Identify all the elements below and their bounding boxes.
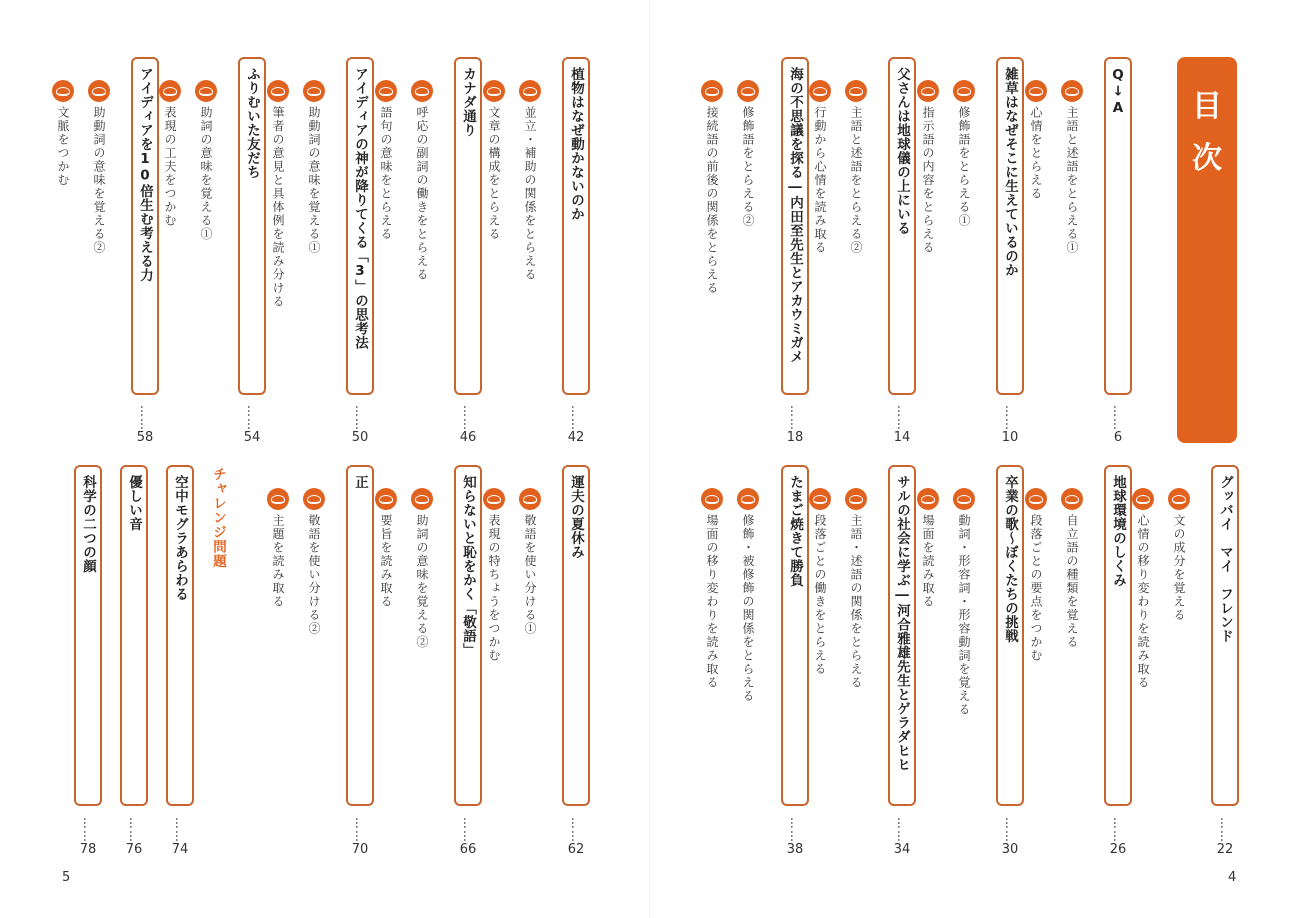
lesson-label: 文脈をつかむ (56, 106, 70, 187)
lesson-badge-icon (1168, 488, 1190, 510)
leader-dots: …… (788, 817, 802, 843)
chapter-page-number[interactable]: 58 (136, 430, 154, 445)
chapter-page-number[interactable]: 38 (786, 842, 804, 857)
lesson-label: 文章の構成をとらえる (487, 106, 501, 241)
lesson-label: 助詞の意味を覚える① (199, 106, 213, 241)
lesson-label: 動詞・形容詞・形容動詞を覚える (957, 514, 971, 717)
lesson-item[interactable] (1059, 488, 1085, 649)
chapter-page-number[interactable]: 42 (567, 430, 585, 445)
chapter-title[interactable]: アイディアを10倍生む考える力 (131, 57, 159, 395)
chapter-title[interactable]: 海の不思議を探る―内田至先生とアカウミガメ (781, 57, 809, 395)
lesson-item[interactable] (699, 80, 725, 295)
chapter-title[interactable]: 雑草はなぜそこに生えているのか (996, 57, 1024, 395)
lesson-label: 段落ごとの働きをとらえる (813, 514, 827, 676)
lesson-label: 助動詞の意味を覚える① (307, 106, 321, 255)
chapter-title[interactable]: ふりむいた友だち (238, 57, 266, 395)
page-number-left: 5 (62, 870, 71, 885)
lesson-badge-icon (519, 80, 541, 102)
chapter-title[interactable]: グッバイ マイ フレンド (1211, 465, 1239, 806)
chapter-page-number[interactable]: 14 (893, 430, 911, 445)
lesson-label: 心情をとらえる (1029, 106, 1043, 201)
chapter-page-number[interactable]: 62 (567, 842, 585, 857)
lesson-label: 自立語の種類を覚える (1065, 514, 1079, 649)
lesson-badge-icon (845, 80, 867, 102)
leader-dots: …… (127, 817, 141, 843)
chapter-title[interactable]: Q↓A (1104, 57, 1132, 395)
chapter-page-number[interactable]: 50 (351, 430, 369, 445)
lesson-label: 語句の意味をとらえる (379, 106, 393, 241)
leader-dots: …… (1111, 405, 1125, 431)
chapter-title[interactable]: 卒業の歌～ぼくたちの挑戦 (996, 465, 1024, 806)
lesson-badge-icon (375, 80, 397, 102)
lesson-badge-icon (303, 488, 325, 510)
lesson-badge-icon (1061, 80, 1083, 102)
lesson-label: 指示語の内容をとらえる (921, 106, 935, 255)
lesson-item[interactable] (517, 80, 543, 282)
lesson-badge-icon (1061, 488, 1083, 510)
lesson-item[interactable] (1023, 488, 1049, 663)
chapter-page-number[interactable]: 10 (1001, 430, 1019, 445)
chapter-page-number[interactable]: 70 (351, 842, 369, 857)
lesson-label: 敬語を使い分ける① (523, 514, 537, 636)
lesson-label: 場面を読み取る (921, 514, 935, 609)
leader-dots: …… (1003, 405, 1017, 431)
lesson-item[interactable] (735, 80, 761, 228)
lesson-badge-icon (267, 80, 289, 102)
lesson-item[interactable] (1166, 488, 1192, 622)
leader-dots: …… (569, 817, 583, 843)
lesson-item[interactable] (265, 488, 291, 609)
lesson-item[interactable] (301, 488, 327, 636)
lesson-label: 主語と述語をとらえる② (849, 106, 863, 255)
chapter-title[interactable]: 地球環境のしくみ (1104, 465, 1132, 806)
chapter-title[interactable]: アイディアの神が降りてくる「3」の思考法 (346, 57, 374, 395)
lesson-item[interactable] (50, 80, 76, 187)
lesson-label: 主語・述語の関係をとらえる (849, 514, 863, 690)
lesson-label: 助動詞の意味を覚える② (92, 106, 106, 255)
lesson-item[interactable] (951, 488, 977, 717)
leader-dots: …… (353, 817, 367, 843)
lesson-badge-icon (917, 80, 939, 102)
lesson-badge-icon (88, 80, 110, 102)
chapter-page-number[interactable]: 74 (171, 842, 189, 857)
lesson-badge-icon (917, 488, 939, 510)
lesson-label: 心情の移り変わりを読み取る (1136, 514, 1150, 690)
lesson-badge-icon (1025, 80, 1047, 102)
lesson-badge-icon (701, 488, 723, 510)
lesson-label: 並立・補助の関係をとらえる (523, 106, 537, 282)
chapter-title[interactable]: カナダ通り (454, 57, 482, 395)
lesson-item[interactable] (481, 80, 507, 241)
lesson-label: 場面の移り変わりを読み取る (705, 514, 719, 690)
lesson-label: 段落ごとの要点をつかむ (1029, 514, 1043, 663)
lesson-badge-icon (483, 488, 505, 510)
lesson-badge-icon (159, 80, 181, 102)
leader-dots: …… (81, 817, 95, 843)
lesson-badge-icon (1025, 488, 1047, 510)
chapter-title[interactable]: 正 (346, 465, 374, 806)
lesson-item[interactable] (915, 488, 941, 609)
lesson-badge-icon (375, 488, 397, 510)
chapter-title[interactable]: サルの社会に学ぶ―河合雅雄先生とゲラダヒヒ (888, 465, 916, 806)
lesson-item[interactable] (807, 488, 833, 676)
lesson-label: 主題を読み取る (271, 514, 285, 609)
lesson-badge-icon (953, 488, 975, 510)
lesson-item[interactable] (86, 80, 112, 255)
lesson-item[interactable] (1130, 488, 1156, 690)
lesson-badge-icon (809, 80, 831, 102)
lesson-label: 接続語の前後の関係をとらえる (705, 106, 719, 295)
lesson-item[interactable] (951, 80, 977, 228)
lesson-badge-icon (1132, 488, 1154, 510)
lesson-label: 助詞の意味を覚える② (415, 514, 429, 649)
chapter-title[interactable]: 父さんは地球儀の上にいる (888, 57, 916, 395)
lesson-label: 呼応の副詞の働きをとらえる (415, 106, 429, 282)
lesson-label: 文の成分を覚える (1172, 514, 1186, 622)
leader-dots: …… (461, 405, 475, 431)
lesson-item[interactable] (193, 80, 219, 241)
lesson-item[interactable] (517, 488, 543, 636)
chapter-page-number[interactable]: 30 (1001, 842, 1019, 857)
lesson-item[interactable] (157, 80, 183, 228)
chapter-page-number[interactable]: 66 (459, 842, 477, 857)
lesson-label: 主語と述語をとらえる① (1065, 106, 1079, 255)
lesson-badge-icon (701, 80, 723, 102)
lesson-badge-icon (737, 488, 759, 510)
lesson-item[interactable] (1023, 80, 1049, 201)
leader-dots: …… (1218, 817, 1232, 843)
lesson-badge-icon (483, 80, 505, 102)
chapter-page-number[interactable]: 34 (893, 842, 911, 857)
lesson-badge-icon (303, 80, 325, 102)
lesson-item[interactable] (409, 80, 435, 282)
challenge-heading: チャレンジ問題 (210, 467, 226, 569)
leader-dots: …… (569, 405, 583, 431)
gutter (649, 0, 650, 918)
lesson-item[interactable] (699, 488, 725, 690)
leader-dots: …… (788, 405, 802, 431)
chapter-title[interactable]: 科学の二つの顔 (74, 465, 102, 806)
lesson-badge-icon (953, 80, 975, 102)
chapter-title[interactable]: 優しい音 (120, 465, 148, 806)
lesson-badge-icon (809, 488, 831, 510)
chapter-page-number[interactable]: 18 (786, 430, 804, 445)
chapter-page-number[interactable]: 46 (459, 430, 477, 445)
lesson-item[interactable] (409, 488, 435, 649)
leader-dots: …… (138, 405, 152, 431)
leader-dots: …… (173, 817, 187, 843)
lesson-item[interactable] (373, 488, 399, 609)
chapter-title[interactable]: 空中モグラあらわる (166, 465, 194, 806)
lesson-item[interactable] (301, 80, 327, 255)
leader-dots: …… (353, 405, 367, 431)
toc-title (1177, 57, 1237, 443)
lesson-item[interactable] (807, 80, 833, 255)
chapter-title[interactable]: 運夫の夏休み (562, 465, 590, 806)
chapter-page-number[interactable]: 26 (1109, 842, 1127, 857)
chapter-page-number[interactable]: 6 (1113, 430, 1123, 445)
lesson-item[interactable] (265, 80, 291, 309)
lesson-badge-icon (519, 488, 541, 510)
lesson-label: 修飾・被修飾の関係をとらえる (741, 514, 755, 703)
lesson-badge-icon (411, 80, 433, 102)
lesson-badge-icon (195, 80, 217, 102)
lesson-item[interactable] (843, 488, 869, 690)
chapter-page-number[interactable]: 54 (243, 430, 261, 445)
chapter-title[interactable]: たまご焼きて勝負 (781, 465, 809, 806)
chapter-title[interactable]: 知らないと恥をかく「敬語」 (454, 465, 482, 806)
lesson-label: 表現の工夫をつかむ (163, 106, 177, 228)
lesson-label: 表現の特ちょうをつかむ (487, 514, 501, 663)
lesson-label: 行動から心情を読み取る (813, 106, 827, 255)
chapter-page-number[interactable]: 22 (1216, 842, 1234, 857)
chapter-page-number[interactable]: 78 (79, 842, 97, 857)
lesson-item[interactable] (481, 488, 507, 663)
lesson-item[interactable] (1059, 80, 1085, 255)
chapter-page-number[interactable]: 76 (125, 842, 143, 857)
lesson-label: 修飾語をとらえる① (957, 106, 971, 228)
chapter-title[interactable]: 植物はなぜ動かないのか (562, 57, 590, 395)
lesson-badge-icon (737, 80, 759, 102)
toc-title-char: 次 (1192, 141, 1222, 176)
lesson-badge-icon (52, 80, 74, 102)
leader-dots: …… (461, 817, 475, 843)
lesson-badge-icon (845, 488, 867, 510)
lesson-label: 要旨を読み取る (379, 514, 393, 609)
leader-dots: …… (895, 405, 909, 431)
lesson-item[interactable] (735, 488, 761, 703)
lesson-label: 筆者の意見と具体例を読み分ける (271, 106, 285, 309)
lesson-badge-icon (267, 488, 289, 510)
leader-dots: …… (1111, 817, 1125, 843)
lesson-badge-icon (411, 488, 433, 510)
page-number-right: 4 (1228, 870, 1237, 885)
leader-dots: …… (1003, 817, 1017, 843)
lesson-label: 敬語を使い分ける② (307, 514, 321, 636)
lesson-item[interactable] (915, 80, 941, 255)
lesson-item[interactable] (373, 80, 399, 241)
leader-dots: …… (245, 405, 259, 431)
lesson-item[interactable] (843, 80, 869, 255)
lesson-label: 修飾語をとらえる② (741, 106, 755, 228)
leader-dots: …… (895, 817, 909, 843)
toc-title-char: 目 (1192, 89, 1222, 124)
